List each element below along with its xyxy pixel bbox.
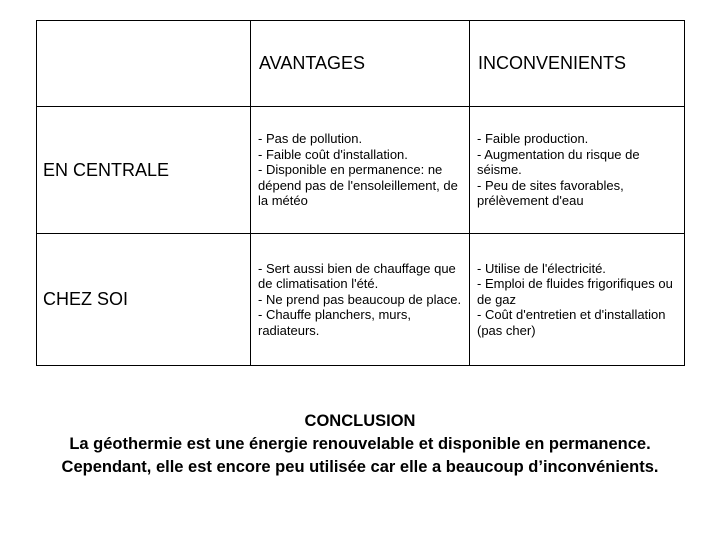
row-label-chez-soi: CHEZ SOI	[43, 289, 129, 309]
text-line: - Sert aussi bien de chauffage que de climatisation l'été.	[258, 260, 456, 292]
header-avantages: AVANTAGES	[259, 53, 366, 73]
comparison-table	[36, 20, 685, 366]
text-line: - Coût d'entretien et d'installation (pas cher)	[477, 307, 666, 338]
header-inconvenients: INCONVENIENTS	[478, 53, 627, 73]
conclusion-line-2: Cependant, elle est encore peu utilisée car elle a beaucoup d’inconvénients.	[61, 458, 659, 476]
text-line: - Emploi de fluides frigorifiques ou de gaz	[477, 276, 673, 307]
row-label-centrale: EN CENTRALE	[43, 159, 170, 180]
conclusion-title: CONCLUSION	[304, 412, 416, 430]
centrale-avantages	[250, 106, 469, 233]
text-line: - Chauffe planchers, murs, radiateurs.	[258, 307, 411, 338]
conclusion	[0, 410, 720, 479]
text-line: - Disponible en permanence: ne dépend pas de l'ensoleillement, de la météo	[258, 162, 458, 209]
header-avantages-cell	[250, 21, 469, 106]
row-label-chez-soi-cell	[37, 233, 250, 365]
text-line: - Peu de sites favorables, prélèvement d'eau	[477, 177, 624, 209]
row-label-centrale-cell	[37, 106, 250, 233]
text-line: - Faible production.	[477, 131, 589, 147]
text-line: - Utilise de l'électricité.	[477, 260, 606, 276]
header-inconvenients-cell	[469, 21, 684, 106]
centrale-inconvenients	[469, 106, 684, 233]
text-line: - Faible coût d'installation.	[258, 146, 408, 162]
corner-cell	[37, 21, 250, 106]
text-line: - Ne prend pas beaucoup de place.	[258, 291, 462, 307]
conclusion-line-1: La géothermie est une énergie renouvelable et disponible en permanence.	[69, 435, 651, 453]
chez-soi-avantages	[250, 233, 469, 365]
text-line: - Pas de pollution.	[258, 131, 363, 147]
chez-soi-inconvenients	[469, 233, 684, 365]
text-line: - Augmentation du risque de séisme.	[477, 146, 640, 178]
